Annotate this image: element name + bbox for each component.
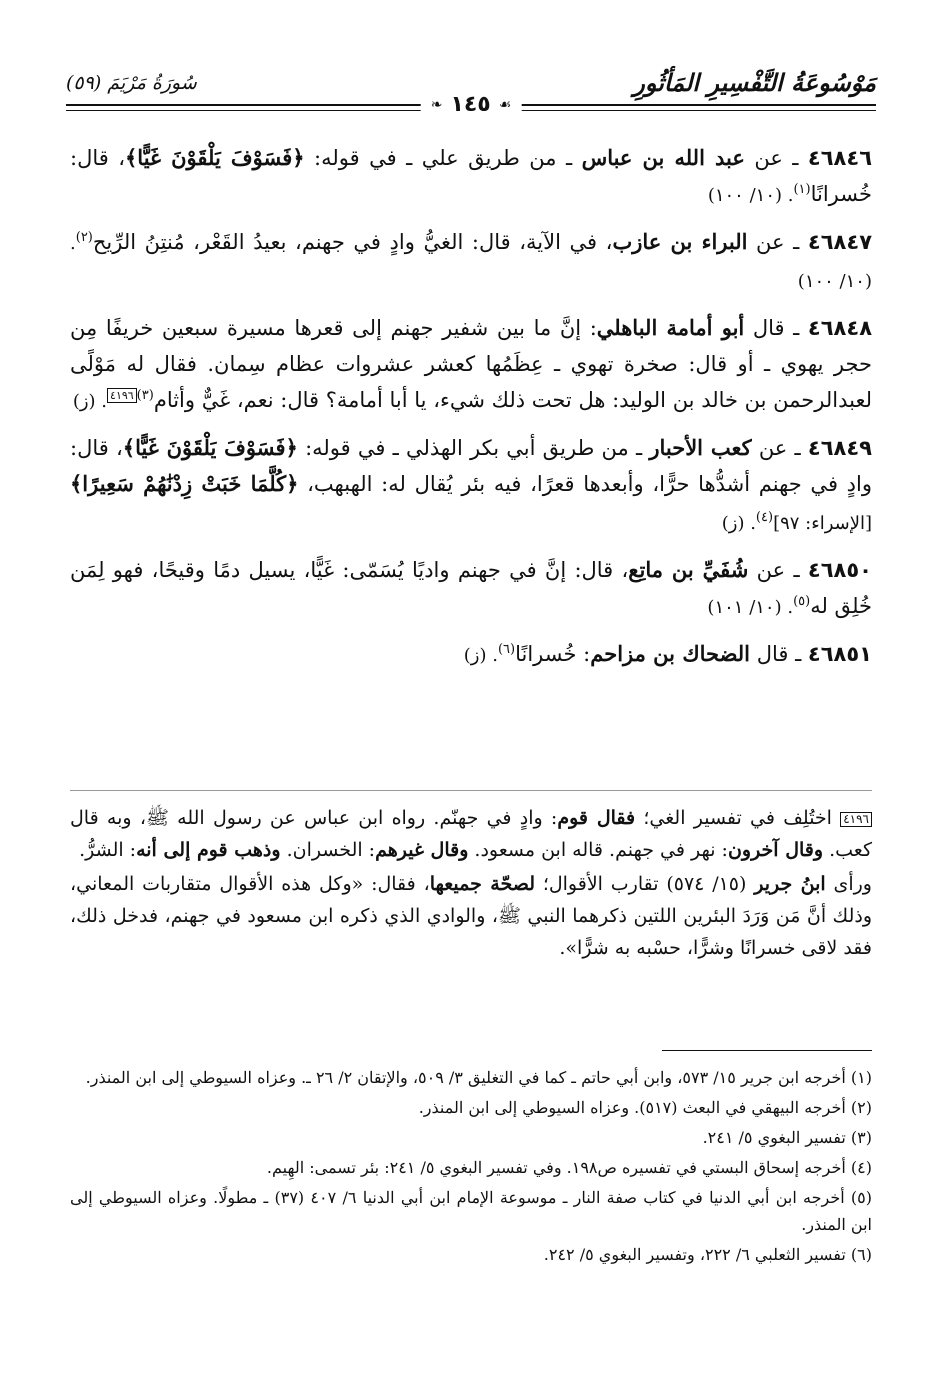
commentary-bold: وقال غيرهم: [375, 839, 469, 861]
ornament-icon: ❧: [430, 96, 443, 113]
commentary-number-box: ٤١٩٦: [840, 812, 872, 827]
entry-text: ـ عن: [744, 146, 808, 170]
entry-text: ، في الآية، قال: الغيُّ وادٍ في جهنم، بعيدُ القَعْر، مُنتِنُ الرِّيح: [92, 230, 613, 254]
commentary-text: : الشرُّ.: [79, 839, 137, 861]
commentary-bold: وقال آخرون: [727, 839, 824, 861]
footnote-marker: (٥): [793, 594, 811, 609]
commentary-text: ورأى: [825, 873, 872, 895]
footnote: (٦) تفسير الثعلبي ٦/ ٢٢٢، وتفسير البغوي ٥/ ٢٤٢.: [543, 1245, 872, 1264]
commentary-reference-box: ٤١٩٦: [107, 388, 137, 403]
commentary-text: : الخسران.: [280, 839, 376, 861]
footnote: (٢) أخرجه البيهقي في البعث (٥١٧). وعزاه السيوطي إلى ابن المنذر.: [418, 1098, 872, 1117]
commentary-text: : وادٍ في جهنّم. رواه ابن عباس عن رسول الله ﷺ، وبه قال كعب.: [70, 807, 872, 861]
page-header: [66, 66, 876, 116]
ornament-icon: ☙: [498, 96, 512, 113]
commentary-text: (١٥/ ٥٧٤) تقارب الأقوال؛: [535, 873, 755, 895]
volume-reference: . (ز): [72, 391, 108, 412]
entry-text: ـ قال: [750, 642, 808, 666]
narrator-name: كعب الأحبار: [649, 435, 752, 460]
book-title: مَوْسُوعَةُ التَّفْسِيرِ المَأثُورِ: [633, 68, 876, 97]
narration-entry: [70, 140, 872, 214]
page-number: ١٤٥: [450, 92, 491, 117]
volume-reference: . (١٠/ ١٠٠): [707, 185, 794, 206]
volume-reference: . (ز): [721, 513, 756, 534]
surah-label: سُورَةُ مَرْيَمَ (٥٩): [66, 72, 197, 94]
entry-text: ، قال: إنَّ في جهنم واديًا يُسَمّى: غَيًّا، يسيل دمًا وقيحًا، فهو لِمَن خُلِق له: [70, 558, 872, 618]
entry-number: ٤٦٨٤٩: [807, 436, 872, 460]
entry-text: : إنَّ ما بين شفير جهنم إلى قعرها مسيرة سبعين خريفًا مِن حجر يهوي ـ أو قال: صخرة تهوي ـ عِظَمُها كعشر عشروات عظام سِمان. فقال له مَوْلًى لعبدالرحمن بن خالد بن الوليد: هل تحت ذلك شيء، يا أبا أمامة؟ قال: نعم، غَيٌّ وأثام: [70, 316, 872, 412]
editor-commentary: [70, 802, 872, 966]
footnote-marker: (٦): [497, 642, 516, 657]
quran-verse: ﴿كُلَّمَا خَبَتْ زِدْنَٰهُمْ سَعِيرًا﴾: [70, 471, 299, 496]
footnotes: [70, 1064, 872, 1271]
section-divider: [70, 790, 872, 791]
entry-text: ـ من طريق أبي بكر الهذلي ـ في قوله:: [297, 436, 650, 460]
narrator-name: شُفَيِّ بن ماتِع: [628, 557, 749, 582]
entry-number: ٤٦٨٥٠: [807, 558, 872, 582]
verse-citation: [الإسراء: ٩٧]: [773, 513, 872, 534]
narrator-name: عبد الله بن عباس: [581, 145, 745, 170]
commentary-paragraph: [70, 802, 872, 866]
entry-text: ـ قال: [744, 316, 808, 340]
entry-text: ، قال: وادٍ في جهنم أشدُّها حرًّا، وأبعدها قعرًا، فيه بئر يُقال له: الهبهب،: [70, 436, 872, 496]
narration-entry: [70, 310, 872, 420]
entry-text: : خُسرانًا: [515, 642, 591, 666]
entry-number: ٤٦٨٤٨: [807, 316, 873, 340]
main-text: [70, 140, 872, 684]
commentary-bold: ابنُ جرير: [754, 873, 826, 895]
narration-entry: [70, 224, 872, 300]
commentary-paragraph: [70, 868, 872, 964]
entry-number: ٤٦٨٤٧: [807, 230, 873, 254]
quran-verse: ﴿فَسَوْفَ يَلْقَوْنَ غَيًّا﴾: [125, 145, 305, 170]
commentary-text: ، فقال: «وكل هذه الأقوال متقاربات المعاني، وذلك أنَّ مَن وَرَدَ البئرين اللتين ذكرهما النبي ﷺ، والوادي الذي ذكره ابن مسعود في جهنم، فدخل ذلك، فقد لاقى خسرانًا وشرًّا، حسْبه به شرًّا».: [70, 873, 872, 959]
commentary-text: : نهر في جهنم. قاله ابن مسعود.: [468, 839, 728, 861]
volume-reference: . (ز): [463, 645, 498, 666]
entry-text: ـ عن: [747, 230, 808, 254]
footnote: (٣) تفسير البغوي ٥/ ٢٤١.: [702, 1128, 872, 1147]
volume-reference: . (١٠/ ١٠٠): [70, 233, 872, 292]
narrator-name: الضحاك بن مزاحم: [590, 641, 751, 666]
footnote: (٥) أخرجه ابن أبي الدنيا في كتاب صفة النار ـ موسوعة الإمام ابن أبي الدنيا ٦/ ٤٠٧ (٣٧) ـ مطولًا. وعزاه السيوطي إلى ابن المنذر.: [70, 1188, 873, 1234]
entry-text: ـ من طريق علي ـ في قوله:: [304, 146, 582, 170]
commentary-bold: لصحّة جميعها: [429, 873, 535, 895]
entry-text: ـ عن: [748, 558, 808, 582]
commentary-bold: فقال قوم: [557, 807, 636, 829]
commentary-bold: وذهب قوم إلى أنه: [136, 839, 281, 861]
footnote-marker: (٣): [136, 388, 154, 403]
footnote-marker: (٤): [755, 510, 774, 525]
footnote-marker: (١): [793, 182, 811, 197]
volume-reference: . (١٠/ ١٠١): [707, 597, 794, 618]
narration-entry: [70, 552, 872, 626]
commentary-text: اختُلِف في تفسير الغي؛: [635, 807, 841, 829]
footnote: (٤) أخرجه إسحاق البستي في تفسيره ص١٩٨. وفي تفسير البغوي ٥/ ٢٤١: بئر تسمى: الهِيم.: [266, 1158, 872, 1177]
narration-entry: [70, 430, 872, 542]
footnote: (١) أخرجه ابن جرير ١٥/ ٥٧٣، وابن أبي حاتم ـ كما في التغليق ٣/ ٥٠٩، والإتقان ٢/ ٢٦ ـ. وعزاه السيوطي إلى ابن المنذر.: [85, 1068, 872, 1087]
page-number-box: [421, 92, 522, 117]
narrator-name: البراء بن عازب: [612, 229, 748, 254]
footnote-marker: (٢): [75, 230, 93, 245]
entry-number: ٤٦٨٥١: [807, 642, 872, 666]
entry-number: ٤٦٨٤٦: [807, 146, 873, 170]
narrator-name: أبو أمامة الباهلي: [596, 315, 745, 340]
footnote-divider: [662, 1050, 872, 1051]
entry-text: ، قال: خُسرانًا: [70, 146, 872, 206]
quran-verse: ﴿فَسَوْفَ يَلْقَوْنَ غَيًّا﴾: [122, 435, 298, 460]
narration-entry: [70, 636, 872, 674]
entry-text: ـ عن: [751, 436, 808, 460]
